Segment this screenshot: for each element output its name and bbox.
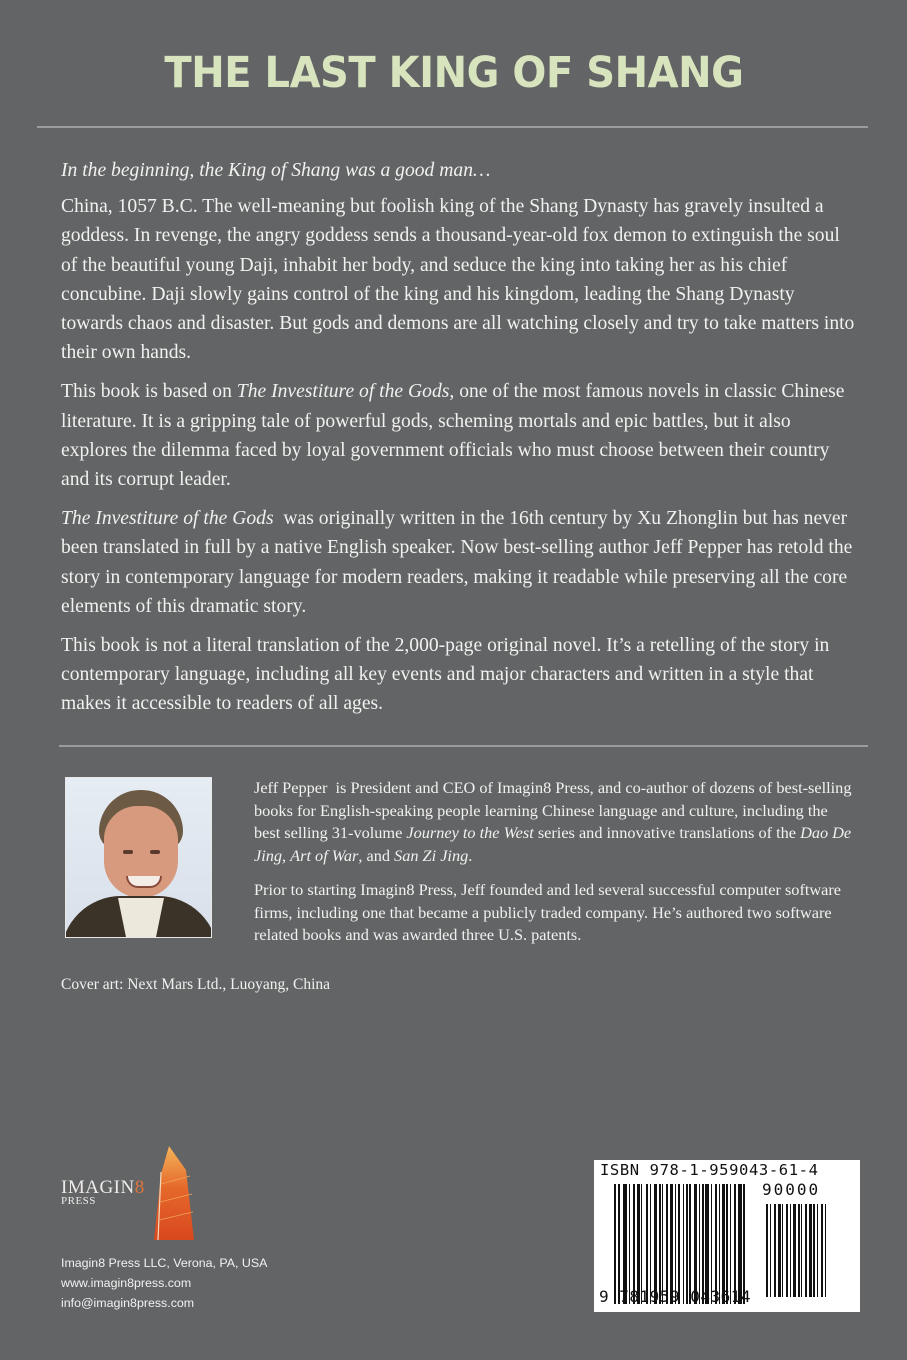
text: ,	[282, 845, 291, 865]
top-divider	[37, 126, 868, 128]
text: This book is based on	[61, 381, 237, 403]
text: .	[468, 845, 473, 865]
isbn-label: ISBN 978-1-959043-61-4	[600, 1161, 819, 1179]
publisher-logo	[61, 1177, 145, 1207]
blurb-paragraph-1: China, 1057 B.C. The well-meaning but foolish king of the Shang Dynasty has gravely insulted a goddess. In revenge, the angry goddess sends a thousand-year-old fox demon to extinguish the soul of the beautiful young Daji, inhabit her body, and seduce the king into taking her as his chief concubine. Daji slowly gains control of the king and his kingdom, leading the Shang Dynasty towards chaos and disaster. But gods and demons are all watching closely and try to take matters into their own hands.	[61, 196, 855, 364]
author-photo	[65, 777, 212, 938]
logo-name: IMAGIN	[61, 1177, 135, 1198]
ean-bars	[614, 1184, 764, 1304]
isbn-barcode	[594, 1160, 860, 1312]
book-reference: The Investiture of the Gods	[61, 508, 274, 530]
book-reference: San Zi Jing	[394, 845, 469, 865]
logo-subtitle: PRESS	[61, 1195, 96, 1207]
blurb-paragraph-2	[61, 377, 861, 494]
logo-eight: 8	[134, 1177, 145, 1198]
text: was originally written in the 16th century by Xu Zhonglin but has never been translated in full by a native English speaker. Now best-selling author Jeff Pepper has retold the story in contemporary language for modern readers, making it readable while preserving all the core elements of this dramatic story.	[61, 508, 858, 617]
book-blurb	[61, 156, 861, 729]
blurb-paragraph-3	[61, 504, 861, 621]
publisher-email[interactable]: info@imagin8press.com	[61, 1295, 195, 1310]
blurb-paragraph-4: This book is not a literal translation of the 2,000-page original novel. It’s a retelling of the story in contemporary language, including all key events and major characters and written in a style that makes it accessible to readers of all ages.	[61, 635, 830, 715]
text: , one of the most famous novels in classic Chinese literature. It is a gripping tale of powerful gods, scheming mortals and epic battles, but it also explores the dilemma faced by loyal government officials who must choose between their country and its corrupt leader.	[61, 381, 845, 491]
book-title: THE LAST KING OF SHANG	[164, 48, 744, 98]
cover-art-credit: Cover art: Next Mars Ltd., Luoyang, China	[61, 976, 331, 993]
bio-paragraph-1	[254, 777, 854, 867]
text: series and innovative translations of the	[533, 823, 801, 842]
junk-sail-icon	[152, 1144, 196, 1241]
book-reference: Art of War	[290, 845, 359, 865]
author-bio	[254, 777, 854, 959]
text: Jeff Pepper is President and CEO of Imagin8 Press, and co-author of dozens of best-selling books for English-speaking people learning Chinese language and culture, including the best selling 31-volume	[254, 778, 856, 842]
ean-digits: 9 781959 043614	[599, 1287, 751, 1306]
publisher-address: Imagin8 Press LLC, Verona, PA, USA	[61, 1256, 268, 1270]
publisher-website[interactable]: www.imagin8press.com	[61, 1275, 192, 1290]
middle-divider	[59, 745, 868, 747]
publisher-contact	[61, 1254, 267, 1313]
book-reference: Journey to the West	[406, 823, 534, 842]
text: , and	[358, 845, 395, 865]
price-addon-digits: 90000	[762, 1180, 821, 1199]
book-reference: Dao De Jing	[254, 823, 852, 865]
book-reference: The Investiture of the Gods	[236, 381, 450, 403]
addon-bars	[766, 1204, 856, 1297]
blurb-lead: In the beginning, the King of Shang was a good man…	[61, 160, 491, 181]
bio-paragraph-2: Prior to starting Imagin8 Press, Jeff founded and led several successful computer software firms, including one that became a publicly traded company. He’s authored two software related books and was awarded three U.S. patents.	[254, 880, 842, 944]
